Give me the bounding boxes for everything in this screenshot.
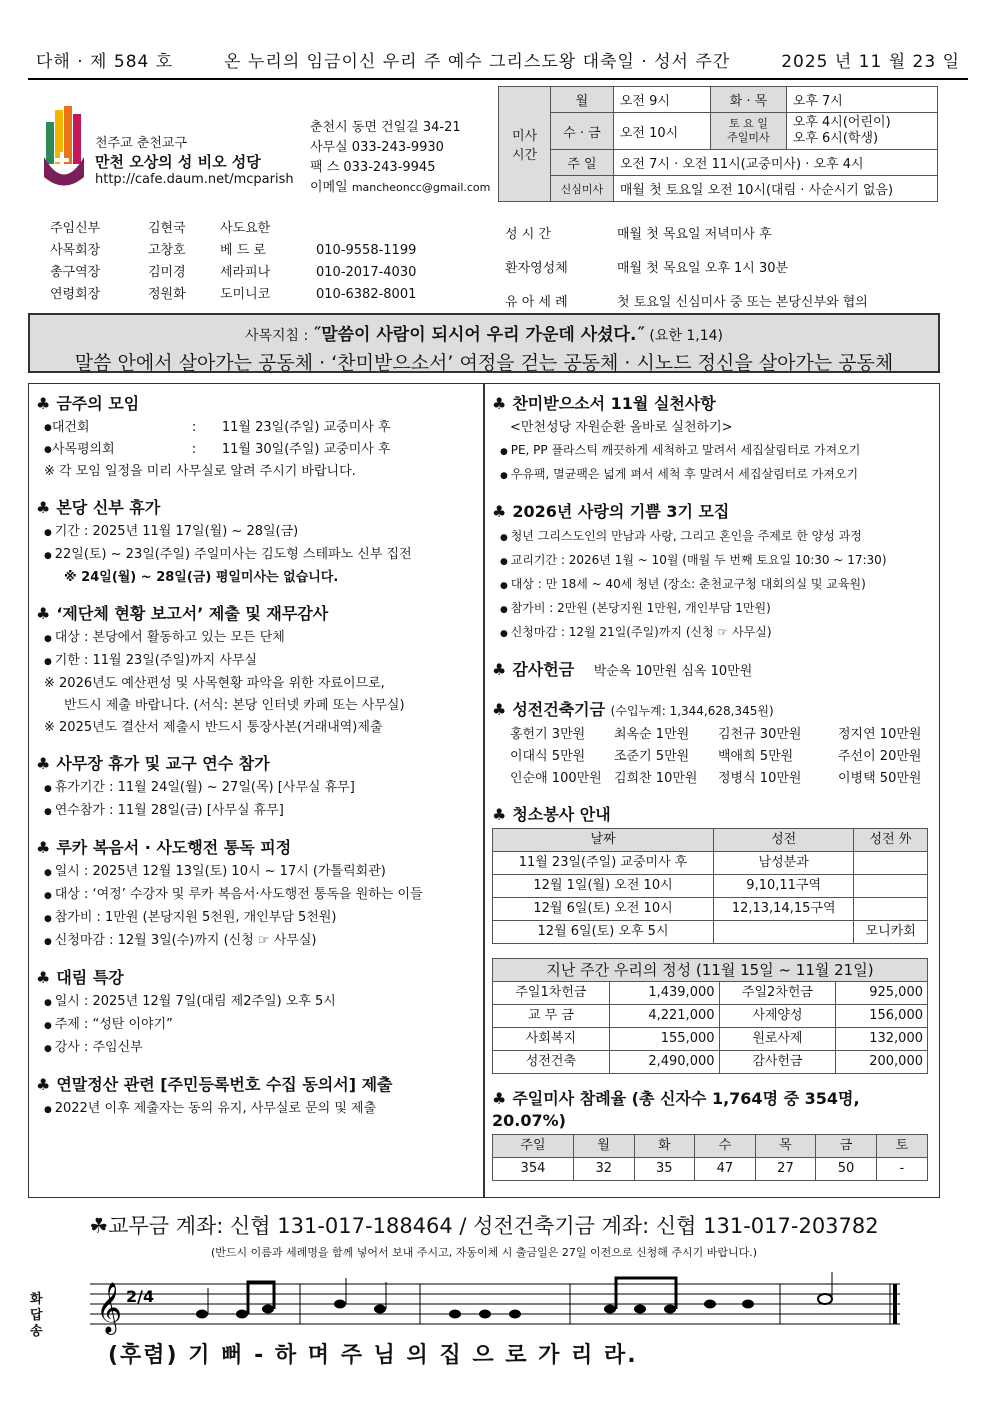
page-header bbox=[28, 40, 968, 80]
mass-day: 주 일 bbox=[551, 150, 614, 176]
fax: 팩 스 033-243-9945 bbox=[310, 160, 436, 175]
email[interactable]: mancheoncc@gmail.com bbox=[351, 181, 491, 194]
offering-table: 지난 주간 우리의 정성 (11월 15일 ~ 11월 21일) 주일1차헌금 1,439,000 주일2차헌금 925,000 교 무 금 4,221,000 사제양성 156,000 사회복지 155,000 원로사제 132,000 성전건축 2,490,000 감사헌금 200,000 bbox=[492, 958, 928, 1074]
section-title: ♣ 주일미사 참례율 (총 신자수 1,764명 중 354명, 20.07%) bbox=[492, 1089, 860, 1130]
section-title: ♣ 청소봉사 안내 bbox=[492, 805, 611, 824]
schedule-row: 성 시 간 매월 첫 목요일 저녁미사 후 bbox=[505, 227, 772, 242]
staff-row: 사목회장 고창호 베 드 로 010-9558-1199 bbox=[50, 243, 417, 258]
issue-date: 2025 년 11 월 23 일 bbox=[781, 51, 960, 72]
schedule-row: 환자영성체 매월 첫 목요일 오후 1시 30분 bbox=[505, 261, 789, 276]
section-title: ♣ 2026년 사랑의 기쁨 3기 모집 bbox=[492, 502, 730, 521]
diocese: 천주교 춘천교구 bbox=[95, 136, 188, 151]
section-title: ♣ ‘제단체 현황 보고서’ 제출 및 재무감사 bbox=[36, 604, 329, 623]
section-title: ♣ 감사헌금 박순옥 10만원 심옥 10만원 bbox=[492, 660, 753, 679]
motto-prefix: 사목지침 : bbox=[244, 328, 309, 344]
feast-title: 온 누리의 임금이신 우리 주 예수 그리스도왕 대축일 · 성서 주간 bbox=[224, 51, 731, 72]
staff-row: 주임신부 김현국 사도요한 bbox=[50, 221, 271, 236]
office-phone: 사무실 033-243-9930 bbox=[310, 140, 444, 155]
parish-name: 만천 오상의 성 비오 성당 bbox=[95, 153, 261, 171]
mass-time: 오후 7시 bbox=[786, 87, 937, 113]
mass-time: 오전 9시 bbox=[613, 87, 710, 113]
right-column: ♣ 찬미받으소서 11월 실천사항 <만천성당 자원순환 올바로 실천하기> ● PE, PP 플라스틱 깨끗하게 세척하고 말려서 세집살림터로 가져오기 ● 우유팩, 멸균팩은 넓게 펴서 세척 후 말려서 세집살림터로 가져오기 ♣ 2026년 사랑의 기쁨 3기 모집 ● 청년 그리스도인의 만남과 사랑, 그리고 혼인을 주제로 한 양성 과정 ● 교리기간 : 2026년 1월 ~ 10월 (매월 두 번째 토요일 10:30 ~ 17:30) ● 대상 : 만 18세 ~ 40세 청년 (장소: 춘천교구청 대회의실 및 교육원) ● 참가비 : 2만원 (본당지원 1만원, 개인부담 1만원) ● 신청마감 : 12월 21일(주일)까지 (신청 ☞ 사무실) ♣ 감사헌금 박순옥 10만원 심옥 10만원 ♣ 성전건축기금 (수입누계: 1,344,628,345원) 홍헌기 3만원 최옥순 1만원 김천규 30만원 정지연 10만원 이대식 5만원 조준기 5만원 백애희 5만원 주선이 20만원 인순애 100만원 김희찬 10만원 정병식 10만원 이병택 50만원 ♣ 청소봉사 안내 날짜 성전 성전 外 11월 23일(주일) 교중미사 후 남성분과 12월 1일(월) 오전 10시 9,10,11구역 12월 6일(토) 오전 10시 12,13,14,15구역 12월 6일(토) 오후 5시 모니카회 지난 주간 우리의 정성 (11월 15일 ~ 11월 21일) 주일1차헌금 1,439,000 주일2차헌금 925,000 교 무 금 4,221,000 사제양성 156,000 사회복지 155,000 원로사제 132,000 성전건축 2,490,000 감사헌금 200,000 ♣ 주일미사 참례율 (총 신자수 1,764명 중 354명, 20.07%) 주일 월 화 수 목 금 토 354 32 35 47 27 50 - bbox=[492, 393, 932, 1181]
address: 춘천시 동면 건일길 34-21 bbox=[310, 120, 461, 135]
pastoral-motto bbox=[28, 313, 940, 373]
parish-url[interactable]: http://cafe.daum.net/mcparish bbox=[95, 172, 294, 187]
mass-day: 신심미사 bbox=[551, 176, 614, 202]
music-staff bbox=[90, 1270, 910, 1340]
column-divider bbox=[483, 383, 485, 1198]
time-signature: 2/4 bbox=[126, 1287, 155, 1306]
attendance-table: 주일 월 화 수 목 금 토 354 32 35 47 27 50 - bbox=[492, 1134, 928, 1181]
mass-times-table bbox=[498, 86, 938, 202]
contact-info bbox=[310, 118, 490, 198]
parish-info bbox=[95, 135, 294, 189]
cleaning-table: 날짜 성전 성전 外 11월 23일(주일) 교중미사 후 남성분과 12월 1일(월) 오전 10시 9,10,11구역 12월 6일(토) 오전 10시 12,13,14,15구역 12월 6일(토) 오후 5시 모니카회 bbox=[492, 828, 928, 944]
mass-time: 오전 10시 bbox=[613, 113, 710, 150]
staff-row: 총구역장 김미경 세라피나 010-2017-4030 bbox=[50, 265, 417, 280]
mass-time: 오후 4시(어린이) 오후 6시(학생) bbox=[786, 113, 937, 150]
mass-label: 미사 시간 bbox=[499, 87, 551, 202]
section-title: ♣ 찬미받으소서 11월 실천사항 bbox=[492, 394, 716, 413]
psalm-lyrics: (후렴) 기 뻐 - 하 며 주 님 의 집 으 로 가 리 라. bbox=[108, 1343, 638, 1368]
section-title: ♣ 사무장 휴가 및 교구 연수 참가 bbox=[36, 754, 270, 773]
psalm-label: 화답송 bbox=[30, 1292, 43, 1339]
section-title: ♣ 금주의 모임 bbox=[36, 394, 140, 413]
mass-day: 토 요 일 주일미사 bbox=[711, 113, 787, 150]
motto-quote: ˝말씀이 사람이 되시어 우리 가운데 사셨다.˝ bbox=[312, 325, 645, 345]
mass-day: 화 · 목 bbox=[711, 87, 787, 113]
mass-day: 월 bbox=[551, 87, 614, 113]
donor-grid: 홍헌기 3만원 최옥순 1만원 김천규 30만원 정지연 10만원 이대식 5만원 조준기 5만원 백애희 5만원 주선이 20만원 인순애 100만원 김희찬 10만원 정병식 10만원 이병택 50만원 bbox=[510, 727, 922, 786]
schedule-row: 유 아 세 례 첫 토요일 신심미사 중 또는 본당신부와 협의 bbox=[505, 295, 868, 310]
section-title: ♣ 대림 특강 bbox=[36, 968, 124, 987]
motto-ref: (요한 1,14) bbox=[649, 328, 723, 344]
staff-row: 연령회장 정원화 도미니코 010-6382-8001 bbox=[50, 287, 417, 302]
treble-clef-icon: 𝄞 bbox=[96, 1282, 123, 1333]
account-line: ☘교무금 계좌: 신협 131-017-188464 / 성전건축기금 계좌: 신협 131-017-203782 bbox=[89, 1214, 879, 1238]
section-title: ♣ 연말정산 관련 [주민등록번호 수집 동의서] 제출 bbox=[36, 1075, 393, 1094]
mass-time: 오전 7시 · 오전 11시(교중미사) · 오후 4시 bbox=[613, 150, 937, 176]
section-title: ♣ 루카 복음서 · 사도행전 통독 피정 bbox=[36, 838, 292, 857]
parish-logo-icon bbox=[40, 102, 88, 192]
account-note: (반드시 이름과 세례명을 함께 넣어서 보내 주시고, 자동이체 시 출금일은 27일 이전으로 신청해 주시기 바랍니다.) bbox=[210, 1246, 758, 1259]
staff-list bbox=[50, 218, 416, 306]
bank-accounts bbox=[28, 1210, 940, 1260]
sacrament-schedule bbox=[505, 218, 868, 320]
motto-line2: 말씀 안에서 살아가는 공동체 · ‘찬미받으소서’ 여정을 걷는 공동체 · 시노드 정신을 살아가는 공동체 bbox=[74, 352, 894, 374]
mass-time: 매월 첫 토요일 오전 10시(대림 · 사순시기 없음) bbox=[613, 176, 937, 202]
left-column: ♣ 금주의 모임 ● 대건회 : 11월 23일(주일) 교중미사 후 ● 사목평의회 : 11월 30일(주일) 교중미사 후 ※ 각 모임 일정을 미리 사무실로 알려 주시기 바랍니다. ♣ 본당 신부 휴가 ● 기간 : 2025년 11월 17일(월) ~ 28일(금) ● 22일(토) ~ 23일(주일) 주일미사는 김도형 스테파노 신부 집전 ※ 24일(월) ~ 28일(금) 평일미사는 없습니다. ♣ ‘제단체 현황 보고서’ 제출 및 재무감사 ● 대상 : 본당에서 활동하고 있는 모든 단체 ● 기한 : 11월 23일(주일)까지 사무실 ※ 2026년도 예산편성 및 사목현황 파악을 위한 자료이므로, 반드시 제출 바랍니다. (서식: 본당 인터넷 카페 또는 사무실) ※ 2025년도 결산서 제출시 반드시 통장사본(거래내역)제출 ♣ 사무장 휴가 및 교구 연수 참가 ● 휴가기간 : 11월 24일(월) ~ 27일(목) [사무실 휴무] ● 연수참가 : 11월 28일(금) [사무실 휴무] ♣ 루카 복음서 · 사도행전 통독 피정 ● 일시 : 2025년 12월 13일(토) 10시 ~ 17시 (가톨릭회관) ● 대상 : ‘여정’ 수강자 및 루카 복음서·사도행전 통독을 원하는 이들 ● 참가비 : 1만원 (본당지원 5천원, 개인부담 5천원) ● 신청마감 : 12월 3일(수)까지 (신청 ☞ 사무실) ♣ 대림 특강 ● 일시 : 2025년 12월 7일(대림 제2주일) 오후 5시 ● 주제 : “성탄 이야기” ● 강사 : 주임신부 ♣ 연말정산 관련 [주민등록번호 수집 동의서] 제출 ● 2022년 이후 제출자는 동의 유지, 사무실로 문의 및 제출 bbox=[36, 393, 476, 1121]
section-title: ♣ 성전건축기금 (수입누계: 1,344,628,345원) bbox=[492, 700, 774, 719]
issue-number: 다해 · 제 584 호 bbox=[36, 51, 174, 72]
mass-day: 수 · 금 bbox=[551, 113, 614, 150]
section-title: ♣ 본당 신부 휴가 bbox=[36, 498, 161, 517]
email-label: 이메일 bbox=[310, 180, 348, 195]
